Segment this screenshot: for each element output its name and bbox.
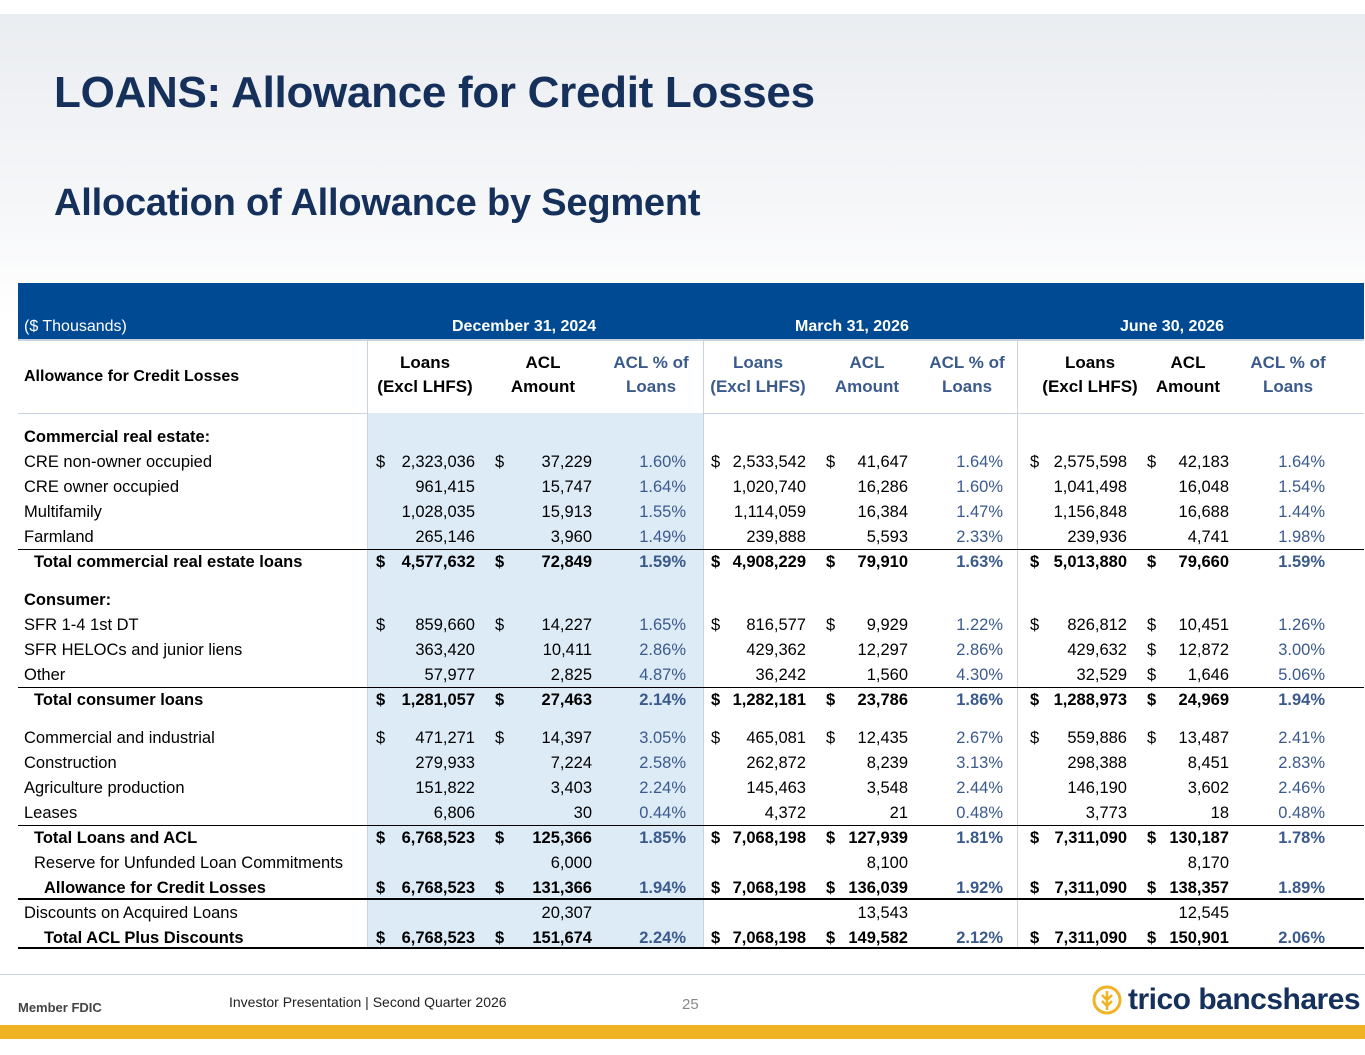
acl-amount-cell: 2,825 bbox=[550, 666, 592, 684]
footer-gold-bar bbox=[0, 1025, 1365, 1039]
acl-amount-cell: 79,910 bbox=[857, 553, 908, 571]
acl-pct-cell: 1.55% bbox=[639, 503, 686, 521]
dollar-sign: $ bbox=[495, 929, 505, 947]
row-label: Agriculture production bbox=[24, 779, 185, 797]
dollar-sign: $ bbox=[376, 829, 386, 847]
dollar-sign: $ bbox=[711, 691, 721, 709]
acl-pct-cell: 2.58% bbox=[639, 754, 686, 772]
acl-amount-cell: 3,602 bbox=[1187, 779, 1229, 797]
acl-amount-cell: 15,913 bbox=[541, 503, 592, 521]
acl-amount-cell: 8,239 bbox=[866, 754, 908, 772]
acl-pct-cell: 0.48% bbox=[1278, 804, 1325, 822]
loans-cell: 7,311,090 bbox=[1054, 879, 1127, 897]
dollar-sign: $ bbox=[711, 879, 721, 897]
dollar-sign: $ bbox=[826, 616, 836, 634]
loans-cell: 1,114,059 bbox=[733, 503, 806, 521]
dollar-sign: $ bbox=[376, 879, 386, 897]
loans-cell: 2,533,542 bbox=[732, 453, 806, 471]
loans-cell: 32,529 bbox=[1076, 666, 1127, 684]
acl-pct-cell: 2.86% bbox=[639, 641, 686, 659]
acl-pct-cell: 1.63% bbox=[956, 553, 1003, 571]
acl-amount-cell: 136,039 bbox=[848, 879, 908, 897]
acl-pct-cell: 4.87% bbox=[639, 666, 686, 684]
loans-cell: 7,068,198 bbox=[732, 829, 806, 847]
table-row bbox=[18, 550, 1364, 575]
loans-cell: 465,081 bbox=[746, 729, 806, 747]
row-rule bbox=[18, 825, 1364, 826]
table-row bbox=[18, 688, 1364, 713]
acl-amount-cell: 149,582 bbox=[848, 929, 908, 947]
table-row bbox=[18, 475, 1364, 500]
dollar-sign: $ bbox=[376, 616, 386, 634]
acl-amount-cell: 12,545 bbox=[1178, 904, 1229, 922]
acl-pct-cell: 2.33% bbox=[956, 528, 1003, 546]
dollar-sign: $ bbox=[826, 829, 836, 847]
acl-amount-cell: 3,960 bbox=[550, 528, 592, 546]
dollar-sign: $ bbox=[1030, 879, 1040, 897]
dollar-sign: $ bbox=[826, 879, 836, 897]
dollar-sign: $ bbox=[1147, 829, 1157, 847]
units-label: ($ Thousands) bbox=[24, 318, 127, 335]
acl-pct-cell: 1.94% bbox=[639, 879, 686, 897]
row-header-label: Allowance for Credit Losses bbox=[24, 368, 240, 385]
wheat-icon bbox=[1092, 985, 1122, 1015]
acl-pct-cell: 2.44% bbox=[956, 779, 1003, 797]
acl-pct-cell: 3.00% bbox=[1278, 641, 1325, 659]
acl-pct-cell: 1.81% bbox=[956, 829, 1003, 847]
acl-amount-cell: 14,227 bbox=[541, 616, 592, 634]
row-label: Total consumer loans bbox=[34, 691, 204, 709]
dollar-sign: $ bbox=[711, 616, 721, 634]
acl-pct-cell: 2.06% bbox=[1278, 929, 1325, 947]
acl-pct-cell: 3.05% bbox=[639, 729, 686, 747]
acl-pct-cell: 1.94% bbox=[1278, 691, 1325, 709]
acl-amount-cell: 42,183 bbox=[1178, 453, 1229, 471]
acl-pct-cell: 1.64% bbox=[639, 478, 686, 496]
column-header: ACL Amount bbox=[510, 353, 576, 396]
row-label: Commercial and industrial bbox=[24, 729, 215, 747]
loans-cell: 2,323,036 bbox=[401, 453, 475, 471]
loans-cell: 6,806 bbox=[433, 804, 475, 822]
dollar-sign: $ bbox=[495, 879, 505, 897]
page-number: 25 bbox=[682, 996, 699, 1013]
dollar-sign: $ bbox=[1030, 616, 1040, 634]
table-row bbox=[18, 901, 1364, 926]
row-label: CRE owner occupied bbox=[24, 478, 179, 496]
row-label: Total commercial real estate loans bbox=[34, 553, 303, 571]
loans-cell: 859,660 bbox=[415, 616, 475, 634]
acl-amount-cell: 3,403 bbox=[550, 779, 592, 797]
acl-pct-cell: 2.46% bbox=[1278, 779, 1325, 797]
loans-cell: 429,362 bbox=[746, 641, 806, 659]
dollar-sign: $ bbox=[1147, 553, 1157, 571]
dollar-sign: $ bbox=[1147, 691, 1157, 709]
acl-amount-cell: 127,939 bbox=[848, 829, 908, 847]
row-label: Construction bbox=[24, 754, 117, 772]
loans-cell: 1,156,848 bbox=[1053, 503, 1127, 521]
column-header: ACL % of Loans bbox=[929, 353, 1005, 396]
loans-cell: 151,822 bbox=[415, 779, 475, 797]
loans-cell: 265,146 bbox=[415, 528, 475, 546]
logo-text: trico bancshares bbox=[1128, 983, 1361, 1016]
acl-pct-cell: 1.65% bbox=[639, 616, 686, 634]
acl-pct-cell: 4.30% bbox=[956, 666, 1003, 684]
acl-amount-cell: 8,100 bbox=[866, 854, 908, 872]
acl-amount-cell: 13,487 bbox=[1178, 729, 1229, 747]
loans-cell: 826,812 bbox=[1067, 616, 1127, 634]
acl-amount-cell: 130,187 bbox=[1169, 829, 1229, 847]
column-header: Loans (Excl LHFS) bbox=[1042, 353, 1138, 396]
table-header-band bbox=[18, 283, 1364, 339]
acl-amount-cell: 10,451 bbox=[1178, 616, 1229, 634]
dollar-sign: $ bbox=[1147, 929, 1157, 947]
loans-cell: 1,041,498 bbox=[1053, 478, 1127, 496]
table-row bbox=[18, 588, 1364, 613]
acl-amount-cell: 6,000 bbox=[550, 854, 592, 872]
dollar-sign: $ bbox=[711, 729, 721, 747]
loans-cell: 961,415 bbox=[415, 478, 475, 496]
table-row bbox=[18, 851, 1364, 876]
loans-cell: 3,773 bbox=[1085, 804, 1127, 822]
acl-pct-cell: 3.13% bbox=[956, 754, 1003, 772]
acl-amount-cell: 15,747 bbox=[541, 478, 592, 496]
column-header: ACL Amount bbox=[834, 353, 900, 396]
acl-amount-cell: 138,357 bbox=[1169, 879, 1229, 897]
acl-amount-cell: 16,286 bbox=[857, 478, 908, 496]
dollar-sign: $ bbox=[1030, 729, 1040, 747]
row-label: SFR 1-4 1st DT bbox=[24, 616, 139, 634]
loans-cell: 816,577 bbox=[746, 616, 806, 634]
column-header: ACL Amount bbox=[1155, 353, 1221, 396]
acl-amount-cell: 5,593 bbox=[866, 528, 908, 546]
acl-amount-cell: 3,548 bbox=[866, 779, 908, 797]
dollar-sign: $ bbox=[495, 691, 505, 709]
period-mar-2026: March 31, 2026 bbox=[795, 318, 909, 335]
table-row bbox=[18, 500, 1364, 525]
page-title: LOANS: Allowance for Credit Losses bbox=[54, 68, 815, 117]
acl-amount-cell: 16,688 bbox=[1178, 503, 1229, 521]
acl-amount-cell: 10,411 bbox=[542, 641, 592, 659]
dollar-sign: $ bbox=[495, 616, 505, 634]
acl-pct-cell: 1.26% bbox=[1278, 616, 1325, 634]
loans-cell: 1,020,740 bbox=[732, 478, 806, 496]
loans-cell: 6,768,523 bbox=[401, 929, 475, 947]
table-row bbox=[18, 776, 1364, 801]
loans-cell: 36,242 bbox=[755, 666, 806, 684]
page-subtitle: Allocation of Allowance by Segment bbox=[54, 182, 701, 224]
loans-cell: 4,372 bbox=[764, 804, 806, 822]
loans-cell: 1,288,973 bbox=[1053, 691, 1127, 709]
acl-amount-cell: 24,969 bbox=[1178, 691, 1229, 709]
loans-cell: 7,311,090 bbox=[1054, 829, 1127, 847]
acl-pct-cell: 2.14% bbox=[639, 691, 686, 709]
dollar-sign: $ bbox=[376, 453, 386, 471]
loans-cell: 7,068,198 bbox=[732, 879, 806, 897]
acl-amount-cell: 16,384 bbox=[857, 503, 908, 521]
loans-cell: 4,577,632 bbox=[401, 553, 475, 571]
dollar-sign: $ bbox=[826, 553, 836, 571]
table-row bbox=[18, 801, 1364, 826]
acl-amount-cell: 125,366 bbox=[532, 829, 592, 847]
table-row bbox=[18, 726, 1364, 751]
dollar-sign: $ bbox=[711, 929, 721, 947]
acl-amount-cell: 72,849 bbox=[541, 553, 592, 571]
dollar-sign: $ bbox=[1030, 929, 1040, 947]
loans-cell: 298,388 bbox=[1067, 754, 1127, 772]
acl-amount-cell: 13,543 bbox=[857, 904, 908, 922]
dollar-sign: $ bbox=[376, 553, 386, 571]
dollar-sign: $ bbox=[826, 453, 836, 471]
acl-pct-cell: 2.86% bbox=[956, 641, 1003, 659]
acl-amount-cell: 27,463 bbox=[541, 691, 592, 709]
loans-cell: 57,977 bbox=[424, 666, 475, 684]
row-rule bbox=[18, 549, 1364, 550]
dollar-sign: $ bbox=[711, 453, 721, 471]
row-label: Other bbox=[24, 666, 66, 684]
row-label: Total Loans and ACL bbox=[34, 829, 198, 847]
loans-cell: 471,271 bbox=[415, 729, 475, 747]
loans-cell: 429,632 bbox=[1067, 641, 1127, 659]
acl-amount-cell: 79,660 bbox=[1178, 553, 1229, 571]
acl-amount-cell: 1,646 bbox=[1187, 666, 1229, 684]
acl-amount-cell: 131,366 bbox=[532, 879, 592, 897]
table-row bbox=[18, 826, 1364, 851]
dollar-sign: $ bbox=[495, 453, 505, 471]
presentation-label: Investor Presentation | Second Quarter 2026 bbox=[229, 994, 507, 1010]
acl-amount-cell: 14,397 bbox=[541, 729, 592, 747]
loans-cell: 363,420 bbox=[415, 641, 475, 659]
dollar-sign: $ bbox=[376, 929, 386, 947]
acl-amount-cell: 150,901 bbox=[1169, 929, 1229, 947]
acl-pct-cell: 2.83% bbox=[1278, 754, 1325, 772]
loans-cell: 7,068,198 bbox=[732, 929, 806, 947]
row-label: Consumer: bbox=[24, 591, 112, 609]
acl-amount-cell: 12,872 bbox=[1178, 641, 1229, 659]
row-rule bbox=[18, 687, 1364, 688]
acl-amount-cell: 18 bbox=[1210, 804, 1229, 822]
column-header: ACL % of Loans bbox=[613, 353, 689, 396]
column-header-row bbox=[18, 339, 1364, 414]
loans-cell: 1,281,057 bbox=[401, 691, 475, 709]
acl-pct-cell: 1.49% bbox=[639, 528, 686, 546]
loans-cell: 7,311,090 bbox=[1054, 929, 1127, 947]
loans-cell: 559,886 bbox=[1067, 729, 1127, 747]
dollar-sign: $ bbox=[1030, 691, 1040, 709]
loans-cell: 145,463 bbox=[746, 779, 806, 797]
dollar-sign: $ bbox=[1147, 666, 1157, 684]
loans-cell: 279,933 bbox=[415, 754, 475, 772]
loans-cell: 1,282,181 bbox=[732, 691, 806, 709]
acl-pct-cell: 1.47% bbox=[956, 503, 1003, 521]
dollar-sign: $ bbox=[495, 729, 505, 747]
table-row bbox=[18, 525, 1364, 550]
loans-cell: 239,936 bbox=[1067, 528, 1127, 546]
acl-pct-cell: 1.89% bbox=[1278, 879, 1325, 897]
acl-pct-cell: 1.85% bbox=[639, 829, 686, 847]
loans-cell: 2,575,598 bbox=[1053, 453, 1127, 471]
table-row bbox=[18, 425, 1364, 450]
dollar-sign: $ bbox=[1147, 453, 1157, 471]
acl-pct-cell: 1.59% bbox=[1278, 553, 1325, 571]
row-label: Total ACL Plus Discounts bbox=[44, 929, 244, 947]
row-label: SFR HELOCs and junior liens bbox=[24, 641, 243, 659]
dollar-sign: $ bbox=[376, 729, 386, 747]
acl-pct-cell: 2.12% bbox=[956, 929, 1003, 947]
loans-cell: 6,768,523 bbox=[401, 829, 475, 847]
acl-amount-cell: 16,048 bbox=[1178, 478, 1229, 496]
acl-pct-cell: 0.48% bbox=[956, 804, 1003, 822]
acl-amount-cell: 20,307 bbox=[541, 904, 592, 922]
acl-amount-cell: 41,647 bbox=[857, 453, 908, 471]
row-rule bbox=[18, 947, 1364, 949]
loans-cell: 1,028,035 bbox=[401, 503, 475, 521]
acl-pct-cell: 1.22% bbox=[956, 616, 1003, 634]
dollar-sign: $ bbox=[1147, 879, 1157, 897]
acl-amount-cell: 30 bbox=[573, 804, 592, 822]
column-header: Loans (Excl LHFS) bbox=[710, 353, 806, 396]
loans-cell: 4,908,229 bbox=[732, 553, 806, 571]
table-row bbox=[18, 751, 1364, 776]
acl-amount-cell: 9,929 bbox=[866, 616, 908, 634]
top-strip bbox=[0, 0, 1365, 14]
acl-amount-cell: 8,170 bbox=[1187, 854, 1229, 872]
dollar-sign: $ bbox=[711, 553, 721, 571]
loans-cell: 262,872 bbox=[746, 754, 806, 772]
acl-amount-cell: 21 bbox=[889, 804, 908, 822]
row-label: Reserve for Unfunded Loan Commitments bbox=[34, 854, 344, 872]
acl-pct-cell: 2.41% bbox=[1278, 729, 1325, 747]
loans-cell: 5,013,880 bbox=[1053, 553, 1127, 571]
table-row bbox=[18, 450, 1364, 475]
loans-cell: 6,768,523 bbox=[401, 879, 475, 897]
dollar-sign: $ bbox=[711, 829, 721, 847]
dollar-sign: $ bbox=[1147, 729, 1157, 747]
table-row bbox=[18, 638, 1364, 663]
dollar-sign: $ bbox=[376, 691, 386, 709]
acl-pct-cell: 1.54% bbox=[1278, 478, 1325, 496]
member-fdic-label: Member FDIC bbox=[18, 1000, 102, 1015]
acl-amount-cell: 23,786 bbox=[857, 691, 908, 709]
loans-cell: 146,190 bbox=[1067, 779, 1127, 797]
dollar-sign: $ bbox=[495, 829, 505, 847]
acl-amount-cell: 4,741 bbox=[1187, 528, 1229, 546]
row-label: Leases bbox=[24, 804, 78, 822]
acl-pct-cell: 1.98% bbox=[1278, 528, 1325, 546]
acl-pct-cell: 1.60% bbox=[956, 478, 1003, 496]
dollar-sign: $ bbox=[1030, 829, 1040, 847]
dollar-sign: $ bbox=[826, 929, 836, 947]
acl-amount-cell: 7,224 bbox=[550, 754, 592, 772]
row-label: CRE non-owner occupied bbox=[24, 453, 213, 471]
row-label: Farmland bbox=[24, 528, 94, 546]
period-dec-2024: December 31, 2024 bbox=[452, 318, 597, 335]
dollar-sign: $ bbox=[1030, 453, 1040, 471]
acl-pct-cell: 1.92% bbox=[956, 879, 1003, 897]
dollar-sign: $ bbox=[826, 729, 836, 747]
dollar-sign: $ bbox=[1147, 616, 1157, 634]
dollar-sign: $ bbox=[826, 691, 836, 709]
column-header: ACL % of Loans bbox=[1250, 353, 1326, 396]
period-jun-2026: June 30, 2026 bbox=[1120, 318, 1225, 335]
row-label: Commercial real estate: bbox=[24, 428, 211, 446]
acl-pct-cell: 2.24% bbox=[639, 779, 686, 797]
acl-pct-cell: 1.44% bbox=[1278, 503, 1325, 521]
row-label: Discounts on Acquired Loans bbox=[24, 904, 238, 922]
acl-pct-cell: 1.86% bbox=[956, 691, 1003, 709]
acl-pct-cell: 2.24% bbox=[639, 929, 686, 947]
table-row bbox=[18, 613, 1364, 638]
row-label: Multifamily bbox=[24, 503, 102, 521]
acl-pct-cell: 2.67% bbox=[956, 729, 1003, 747]
acl-amount-cell: 12,297 bbox=[857, 641, 908, 659]
dollar-sign: $ bbox=[495, 553, 505, 571]
acl-amount-cell: 12,435 bbox=[857, 729, 908, 747]
acl-amount-cell: 37,229 bbox=[541, 453, 592, 471]
acl-pct-cell: 1.59% bbox=[639, 553, 686, 571]
acl-pct-cell: 1.78% bbox=[1278, 829, 1325, 847]
dollar-sign: $ bbox=[1030, 553, 1040, 571]
acl-pct-cell: 1.64% bbox=[956, 453, 1003, 471]
acl-pct-cell: 5.06% bbox=[1278, 666, 1325, 684]
acl-amount-cell: 1,560 bbox=[866, 666, 908, 684]
column-header: Loans (Excl LHFS) bbox=[377, 353, 473, 396]
row-label: Allowance for Credit Losses bbox=[44, 879, 266, 897]
acl-amount-cell: 8,451 bbox=[1187, 754, 1229, 772]
acl-pct-cell: 0.44% bbox=[639, 804, 686, 822]
trico-logo bbox=[1092, 983, 1360, 1017]
loans-cell: 239,888 bbox=[746, 528, 806, 546]
dollar-sign: $ bbox=[1147, 641, 1157, 659]
acl-pct-cell: 1.64% bbox=[1278, 453, 1325, 471]
footer-bottom bbox=[0, 1039, 1365, 1055]
acl-amount-cell: 151,674 bbox=[532, 929, 592, 947]
row-rule bbox=[18, 898, 1364, 900]
table-row bbox=[18, 663, 1364, 688]
footer-divider bbox=[0, 974, 1365, 975]
acl-pct-cell: 1.60% bbox=[639, 453, 686, 471]
